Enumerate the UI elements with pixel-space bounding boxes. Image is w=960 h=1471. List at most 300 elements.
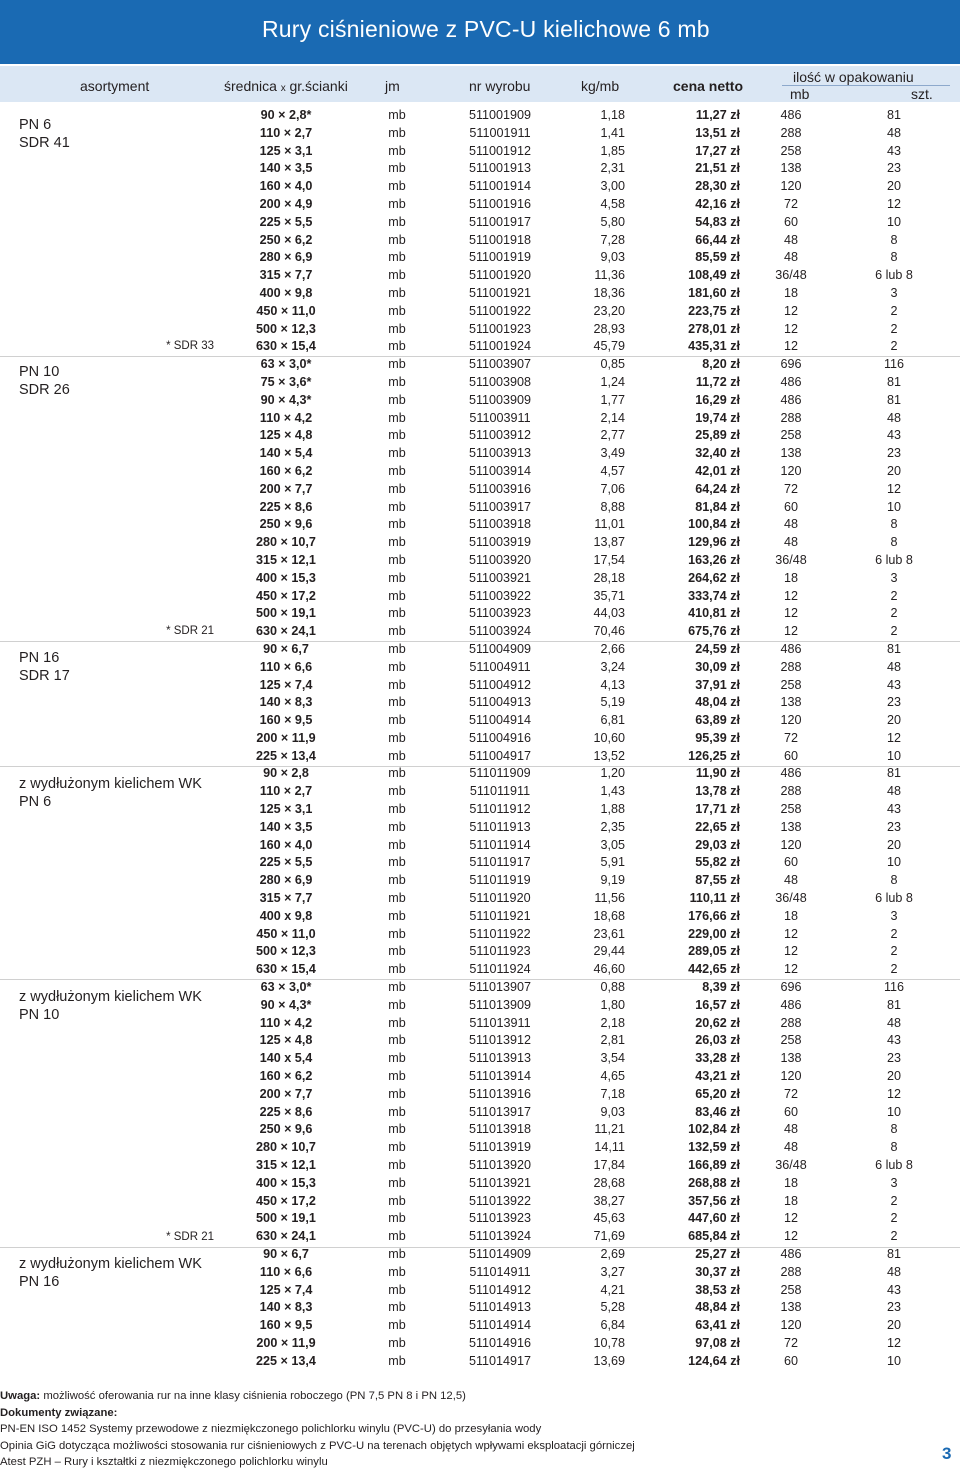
group-line1: z wydłużonym kielichem WK bbox=[19, 776, 202, 792]
table-row bbox=[0, 1317, 960, 1335]
cell-pack-szt: 3 bbox=[890, 1175, 898, 1190]
doc-3: Atest PZH – Rury i kształtki z niezmiękczonego polichlorku winylu bbox=[0, 1456, 328, 1469]
group-line2: SDR 26 bbox=[19, 382, 70, 398]
cell-price: 442,65 zł bbox=[688, 962, 740, 977]
cell-pack-szt: 2 bbox=[890, 588, 898, 603]
table-row bbox=[0, 1282, 960, 1300]
table-row bbox=[0, 196, 960, 214]
table-row bbox=[0, 143, 960, 161]
table-row bbox=[0, 1299, 960, 1317]
cell-price: 42,16 zł bbox=[695, 196, 740, 211]
cell-price: 63,41 zł bbox=[695, 1318, 740, 1333]
cell-price: 278,01 zł bbox=[688, 321, 740, 336]
table-row bbox=[0, 908, 960, 926]
doc-2: Opinia GiG dotycząca możliwości stosowania rur ciśnieniowych z PVC-U na terenach objętych wpływami eksploatacji górniczej bbox=[0, 1439, 635, 1452]
cell-unit: mb bbox=[388, 357, 406, 372]
cell-unit: mb bbox=[388, 980, 406, 995]
cell-product-number: 511013922 bbox=[468, 1193, 532, 1208]
cell-unit: mb bbox=[388, 1335, 406, 1350]
cell-pack-szt: 10 bbox=[886, 214, 901, 229]
table-header bbox=[0, 66, 960, 102]
table-row bbox=[0, 1121, 960, 1139]
cell-product-number: 511011924 bbox=[469, 962, 531, 977]
cell-weight: 9,19 bbox=[600, 873, 625, 888]
cell-product-number: 511003912 bbox=[468, 428, 532, 443]
cell-product-number: 511011919 bbox=[469, 873, 531, 888]
cell-pack-szt: 43 bbox=[886, 1033, 901, 1048]
table-row bbox=[0, 1193, 960, 1211]
cell-dimension: 250 × 9,6 bbox=[259, 517, 313, 532]
table-row bbox=[0, 249, 960, 267]
table-row bbox=[0, 445, 960, 463]
cell-dimension: 110 × 2,7 bbox=[259, 784, 313, 799]
cell-price: 264,62 zł bbox=[688, 570, 740, 585]
cell-weight: 1,43 bbox=[600, 784, 625, 799]
cell-price: 87,55 zł bbox=[695, 873, 740, 888]
cell-weight: 4,57 bbox=[600, 463, 625, 478]
cell-unit: mb bbox=[388, 677, 406, 692]
cell-dimension: 140 × 3,5 bbox=[259, 161, 313, 176]
header-srednica-b: gr.ścianki bbox=[289, 78, 348, 94]
docs-label: Dokumenty związane: bbox=[0, 1406, 118, 1419]
cell-unit: mb bbox=[388, 410, 406, 425]
cell-price: 289,05 zł bbox=[688, 944, 740, 959]
uwaga-label: Uwaga: bbox=[0, 1390, 41, 1402]
cell-weight: 2,69 bbox=[600, 1247, 625, 1261]
cell-pack-szt: 3 bbox=[890, 570, 898, 585]
cell-dimension: 630 × 24,1 bbox=[256, 624, 316, 639]
table-row bbox=[0, 427, 960, 445]
cell-weight: 3,27 bbox=[600, 1264, 625, 1279]
cell-pack-mb: 48 bbox=[783, 873, 798, 888]
cell-product-number: 511003919 bbox=[468, 535, 532, 550]
table-row bbox=[0, 979, 960, 997]
cell-unit: mb bbox=[388, 179, 406, 194]
cell-unit: mb bbox=[388, 570, 406, 585]
cell-weight: 2,77 bbox=[600, 428, 625, 443]
cell-weight: 11,56 bbox=[594, 891, 625, 906]
table-row bbox=[0, 338, 960, 356]
cell-weight: 71,69 bbox=[593, 1229, 625, 1244]
cell-pack-mb: 12 bbox=[783, 303, 798, 318]
cell-price: 30,09 zł bbox=[695, 659, 740, 674]
cell-pack-szt: 81 bbox=[886, 374, 901, 389]
cell-weight: 8,88 bbox=[600, 499, 625, 514]
cell-weight: 1,41 bbox=[600, 125, 625, 140]
table-row bbox=[0, 410, 960, 428]
cell-pack-mb: 48 bbox=[783, 517, 798, 532]
cell-price: 43,21 zł bbox=[695, 1069, 740, 1084]
cell-pack-mb: 486 bbox=[780, 1247, 802, 1261]
cell-pack-mb: 486 bbox=[780, 374, 802, 389]
cell-weight: 17,54 bbox=[593, 552, 625, 567]
cell-product-number: 511001922 bbox=[468, 303, 532, 318]
cell-pack-szt: 8 bbox=[890, 1122, 898, 1137]
cell-weight: 18,36 bbox=[593, 285, 625, 300]
cell-unit: mb bbox=[388, 428, 406, 443]
cell-weight: 11,01 bbox=[594, 517, 625, 532]
table-row bbox=[0, 1335, 960, 1353]
cell-pack-szt: 6 lub 8 bbox=[875, 268, 913, 283]
cell-weight: 11,36 bbox=[594, 268, 625, 283]
table-row bbox=[0, 783, 960, 801]
cell-unit: mb bbox=[388, 196, 406, 211]
cell-pack-mb: 138 bbox=[780, 1051, 802, 1066]
cell-weight: 9,03 bbox=[600, 1104, 625, 1119]
cell-unit: mb bbox=[388, 552, 406, 567]
cell-dimension: 315 × 7,7 bbox=[259, 891, 313, 906]
cell-dimension: 125 × 3,1 bbox=[259, 802, 313, 817]
cell-pack-szt: 12 bbox=[886, 1335, 901, 1350]
cell-dimension: 125 × 4,8 bbox=[259, 428, 313, 443]
cell-dimension: 315 × 12,1 bbox=[256, 552, 316, 567]
cell-product-number: 511003924 bbox=[468, 624, 532, 639]
cell-product-number: 511003908 bbox=[468, 374, 532, 389]
cell-pack-szt: 2 bbox=[890, 1193, 898, 1208]
table-row bbox=[0, 160, 960, 178]
cell-dimension: 250 × 9,6 bbox=[259, 1122, 313, 1137]
table-row bbox=[0, 712, 960, 730]
cell-weight: 28,93 bbox=[593, 321, 625, 336]
cell-weight: 0,85 bbox=[600, 357, 625, 372]
cell-dimension: 225 × 8,6 bbox=[259, 1104, 313, 1119]
cell-dimension: 110 × 2,7 bbox=[259, 125, 313, 140]
cell-product-number: 511011914 bbox=[469, 837, 531, 852]
cell-product-number: 511003907 bbox=[468, 357, 532, 372]
cell-pack-mb: 258 bbox=[780, 802, 802, 817]
table-row bbox=[0, 837, 960, 855]
cell-price: 20,62 zł bbox=[695, 1015, 740, 1030]
cell-price: 42,01 zł bbox=[695, 463, 740, 478]
cell-unit: mb bbox=[388, 926, 406, 941]
table-row bbox=[0, 303, 960, 321]
cell-product-number: 511004911 bbox=[469, 659, 531, 674]
cell-unit: mb bbox=[388, 214, 406, 229]
cell-dimension: 280 × 6,9 bbox=[259, 873, 313, 888]
cell-product-number: 511003923 bbox=[468, 606, 532, 621]
group-line1: PN 16 bbox=[19, 650, 60, 666]
cell-weight: 14,11 bbox=[594, 1140, 625, 1155]
table-row bbox=[0, 1104, 960, 1122]
cell-pack-mb: 12 bbox=[783, 962, 798, 977]
cell-dimension: 160 × 4,0 bbox=[259, 179, 313, 194]
cell-weight: 1,88 bbox=[600, 802, 625, 817]
cell-product-number: 511004913 bbox=[468, 695, 532, 710]
cell-dimension: 315 × 12,1 bbox=[256, 1158, 316, 1173]
cell-unit: mb bbox=[388, 1140, 406, 1155]
cell-pack-szt: 3 bbox=[890, 285, 898, 300]
cell-pack-szt: 8 bbox=[890, 873, 898, 888]
cell-pack-mb: 258 bbox=[780, 143, 802, 158]
cell-pack-mb: 36/48 bbox=[775, 552, 807, 567]
cell-dimension: 63 × 3,0* bbox=[260, 980, 312, 995]
cell-unit: mb bbox=[388, 908, 406, 923]
cell-dimension: 200 × 11,9 bbox=[256, 730, 316, 745]
table-row bbox=[0, 1068, 960, 1086]
cell-unit: mb bbox=[388, 1069, 406, 1084]
cell-dimension: 450 × 11,0 bbox=[256, 303, 316, 318]
table-row bbox=[0, 552, 960, 570]
cell-dimension: 160 × 9,5 bbox=[259, 713, 313, 728]
cell-weight: 2,66 bbox=[600, 641, 625, 656]
cell-unit: mb bbox=[388, 1300, 406, 1315]
cell-pack-szt: 48 bbox=[886, 1264, 901, 1279]
cell-price: 166,89 zł bbox=[688, 1158, 740, 1173]
cell-weight: 1,18 bbox=[600, 108, 625, 122]
cell-product-number: 511013917 bbox=[468, 1104, 532, 1119]
cell-weight: 23,20 bbox=[593, 303, 625, 318]
cell-price: 357,56 zł bbox=[688, 1193, 740, 1208]
cell-pack-mb: 12 bbox=[783, 926, 798, 941]
cell-product-number: 511001924 bbox=[468, 339, 532, 354]
cell-price: 81,84 zł bbox=[695, 499, 740, 514]
cell-pack-szt: 12 bbox=[886, 1086, 901, 1101]
cell-pack-szt: 2 bbox=[890, 624, 898, 639]
cell-price: 32,40 zł bbox=[695, 446, 740, 461]
cell-pack-mb: 12 bbox=[783, 606, 798, 621]
table-row bbox=[0, 481, 960, 499]
cell-product-number: 511004916 bbox=[468, 730, 532, 745]
cell-weight: 6,84 bbox=[600, 1318, 625, 1333]
cell-price: 685,84 zł bbox=[688, 1229, 740, 1244]
cell-weight: 13,69 bbox=[593, 1353, 625, 1368]
table-row bbox=[0, 499, 960, 517]
cell-dimension: 500 × 19,1 bbox=[256, 606, 316, 621]
cell-pack-szt: 43 bbox=[886, 428, 901, 443]
cell-pack-mb: 60 bbox=[783, 214, 798, 229]
cell-price: 126,25 zł bbox=[688, 748, 740, 763]
cell-pack-mb: 486 bbox=[780, 997, 802, 1012]
table-row bbox=[0, 1175, 960, 1193]
cell-product-number: 511011911 bbox=[469, 784, 531, 799]
cell-dimension: 280 × 6,9 bbox=[259, 250, 313, 265]
cell-dimension: 110 × 4,2 bbox=[259, 1015, 313, 1030]
cell-unit: mb bbox=[388, 1229, 406, 1244]
cell-pack-mb: 48 bbox=[783, 232, 798, 247]
cell-pack-mb: 288 bbox=[780, 125, 802, 140]
cell-unit: mb bbox=[388, 891, 406, 906]
table-row bbox=[0, 943, 960, 961]
cell-pack-szt: 43 bbox=[886, 802, 901, 817]
uwaga-text: możliwość oferowania rur na inne klasy ciśnienia roboczego (PN 7,5 PN 8 i PN 12,5) bbox=[43, 1390, 466, 1402]
cell-weight: 3,54 bbox=[600, 1051, 625, 1066]
page-number: 3 bbox=[942, 1444, 952, 1463]
cell-dimension: 90 × 2,8 bbox=[263, 766, 309, 781]
cell-dimension: 125 × 7,4 bbox=[259, 1282, 313, 1297]
cell-weight: 13,52 bbox=[593, 748, 625, 763]
cell-unit: mb bbox=[388, 446, 406, 461]
cell-pack-szt: 10 bbox=[886, 748, 901, 763]
cell-price: 19,74 zł bbox=[695, 410, 740, 425]
cell-pack-mb: 288 bbox=[780, 1264, 802, 1279]
cell-product-number: 511003920 bbox=[468, 552, 532, 567]
cell-weight: 5,28 bbox=[600, 1300, 625, 1315]
cell-product-number: 511001920 bbox=[468, 268, 532, 283]
cell-dimension: 200 × 7,7 bbox=[259, 481, 313, 496]
cell-pack-mb: 696 bbox=[780, 980, 802, 995]
cell-price: 110,11 zł bbox=[689, 891, 740, 906]
cell-pack-mb: 48 bbox=[783, 1122, 798, 1137]
cell-weight: 2,14 bbox=[600, 410, 625, 425]
cell-pack-szt: 6 lub 8 bbox=[875, 891, 913, 906]
cell-weight: 0,88 bbox=[600, 980, 625, 995]
cell-unit: mb bbox=[388, 1211, 406, 1226]
cell-price: 16,57 zł bbox=[695, 997, 740, 1012]
cell-pack-szt: 2 bbox=[890, 321, 898, 336]
cell-pack-mb: 36/48 bbox=[775, 268, 807, 283]
table-row bbox=[0, 926, 960, 944]
cell-price: 54,83 zł bbox=[695, 214, 740, 229]
cell-product-number: 511001921 bbox=[468, 285, 532, 300]
table-row bbox=[0, 125, 960, 143]
cell-product-number: 511014916 bbox=[468, 1335, 532, 1350]
cell-pack-szt: 10 bbox=[886, 499, 901, 514]
cell-pack-mb: 120 bbox=[780, 1318, 802, 1333]
cell-weight: 2,31 bbox=[600, 161, 625, 176]
cell-product-number: 511003917 bbox=[468, 499, 532, 514]
cell-price: 29,03 zł bbox=[695, 837, 740, 852]
table-row bbox=[0, 997, 960, 1015]
cell-unit: mb bbox=[388, 517, 406, 532]
cell-product-number: 511003911 bbox=[469, 410, 531, 425]
cell-product-number: 511013923 bbox=[468, 1211, 532, 1226]
cell-price: 97,08 zł bbox=[695, 1335, 740, 1350]
cell-unit: mb bbox=[388, 268, 406, 283]
cell-pack-szt: 116 bbox=[883, 980, 905, 995]
cell-pack-mb: 486 bbox=[780, 766, 802, 781]
table-row bbox=[0, 588, 960, 606]
cell-product-number: 511011909 bbox=[469, 766, 531, 781]
table-row bbox=[0, 730, 960, 748]
cell-pack-szt: 2 bbox=[890, 606, 898, 621]
cell-pack-szt: 48 bbox=[886, 784, 901, 799]
cell-unit: mb bbox=[388, 873, 406, 888]
cell-product-number: 511013907 bbox=[468, 980, 532, 995]
footer-uwaga bbox=[0, 1388, 635, 1405]
cell-dimension: 400 x 9,8 bbox=[259, 908, 313, 923]
cell-product-number: 511013920 bbox=[468, 1158, 532, 1173]
table-row bbox=[0, 232, 960, 250]
cell-price: 229,00 zł bbox=[688, 926, 740, 941]
header-ilosc: ilość w opakowaniu bbox=[793, 69, 914, 85]
cell-pack-mb: 60 bbox=[783, 855, 798, 870]
table-row bbox=[0, 178, 960, 196]
cell-price: 132,59 zł bbox=[688, 1140, 740, 1155]
cell-dimension: 90 × 6,7 bbox=[263, 641, 309, 656]
cell-pack-szt: 20 bbox=[886, 1069, 901, 1084]
header-nr-wyrobu: nr wyrobu bbox=[469, 78, 531, 94]
title-banner bbox=[0, 0, 960, 64]
table-row bbox=[0, 107, 960, 125]
table-row bbox=[0, 1139, 960, 1157]
table-row bbox=[0, 819, 960, 837]
cell-product-number: 511011922 bbox=[469, 926, 531, 941]
cell-unit: mb bbox=[388, 1264, 406, 1279]
cell-unit: mb bbox=[388, 1104, 406, 1119]
cell-dimension: 280 × 10,7 bbox=[256, 1140, 316, 1155]
cell-unit: mb bbox=[388, 659, 406, 674]
cell-price: 24,59 zł bbox=[695, 641, 740, 656]
cell-dimension: 125 × 3,1 bbox=[259, 143, 313, 158]
cell-price: 66,44 zł bbox=[695, 232, 740, 247]
table-row bbox=[0, 765, 960, 783]
cell-weight: 4,21 bbox=[600, 1282, 625, 1297]
cell-price: 13,51 zł bbox=[695, 125, 740, 140]
cell-price: 447,60 zł bbox=[688, 1211, 740, 1226]
cell-pack-mb: 48 bbox=[783, 1140, 798, 1155]
cell-price: 163,26 zł bbox=[688, 552, 740, 567]
group-line1: PN 6 bbox=[19, 117, 52, 133]
table-row bbox=[0, 890, 960, 908]
cell-product-number: 511001912 bbox=[468, 143, 532, 158]
table-row bbox=[0, 214, 960, 232]
cell-price: 48,04 zł bbox=[695, 695, 740, 710]
cell-pack-mb: 258 bbox=[780, 1282, 802, 1297]
cell-unit: mb bbox=[388, 695, 406, 710]
cell-pack-mb: 486 bbox=[780, 641, 802, 656]
cell-product-number: 511003918 bbox=[468, 517, 532, 532]
table-row bbox=[0, 961, 960, 979]
cell-dimension: 630 × 15,4 bbox=[256, 339, 316, 354]
cell-weight: 45,63 bbox=[593, 1211, 625, 1226]
footer bbox=[0, 1388, 635, 1471]
cell-pack-szt: 81 bbox=[886, 108, 901, 122]
sdr-note: * SDR 21 bbox=[166, 625, 214, 637]
cell-pack-mb: 12 bbox=[783, 339, 798, 354]
cell-pack-mb: 120 bbox=[780, 463, 802, 478]
cell-dimension: 75 × 3,6* bbox=[260, 374, 312, 389]
cell-weight: 10,60 bbox=[593, 730, 625, 745]
cell-product-number: 511013924 bbox=[468, 1229, 532, 1244]
cell-price: 83,46 zł bbox=[695, 1104, 740, 1119]
cell-unit: mb bbox=[388, 232, 406, 247]
cell-pack-mb: 12 bbox=[783, 1211, 798, 1226]
cell-product-number: 511011920 bbox=[469, 891, 531, 906]
cell-pack-szt: 8 bbox=[890, 232, 898, 247]
table-row bbox=[0, 1157, 960, 1175]
cell-weight: 2,35 bbox=[600, 819, 625, 834]
group-line1: z wydłużonym kielichem WK bbox=[19, 1256, 202, 1272]
cell-product-number: 511003921 bbox=[468, 570, 532, 585]
cell-product-number: 511014913 bbox=[468, 1300, 532, 1315]
cell-unit: mb bbox=[388, 624, 406, 639]
cell-weight: 29,44 bbox=[593, 944, 625, 959]
cell-dimension: 400 × 15,3 bbox=[256, 1175, 316, 1190]
cell-price: 11,90 zł bbox=[695, 766, 740, 781]
cell-price: 8,20 zł bbox=[702, 357, 740, 372]
cell-pack-szt: 8 bbox=[890, 1140, 898, 1155]
cell-pack-szt: 10 bbox=[886, 1104, 901, 1119]
cell-price: 675,76 zł bbox=[688, 624, 740, 639]
cell-price: 33,28 zł bbox=[695, 1051, 740, 1066]
cell-pack-szt: 20 bbox=[886, 713, 901, 728]
cell-pack-szt: 2 bbox=[890, 1229, 898, 1244]
cell-weight: 5,19 bbox=[600, 695, 625, 710]
page-title: Rury ciśnieniowe z PVC-U kielichowe 6 mb bbox=[262, 16, 710, 42]
cell-price: 64,24 zł bbox=[695, 481, 740, 496]
group-line1: PN 10 bbox=[19, 364, 60, 380]
cell-dimension: 280 × 10,7 bbox=[256, 535, 316, 550]
table-row bbox=[0, 1353, 960, 1371]
cell-dimension: 63 × 3,0* bbox=[260, 357, 312, 372]
cell-unit: mb bbox=[388, 588, 406, 603]
cell-product-number: 511003916 bbox=[468, 481, 532, 496]
cell-price: 26,03 zł bbox=[695, 1033, 740, 1048]
cell-price: 85,59 zł bbox=[695, 250, 740, 265]
cell-price: 8,39 zł bbox=[702, 980, 740, 995]
group-line1: z wydłużonym kielichem WK bbox=[19, 989, 202, 1005]
cell-dimension: 630 × 24,1 bbox=[256, 1229, 316, 1244]
